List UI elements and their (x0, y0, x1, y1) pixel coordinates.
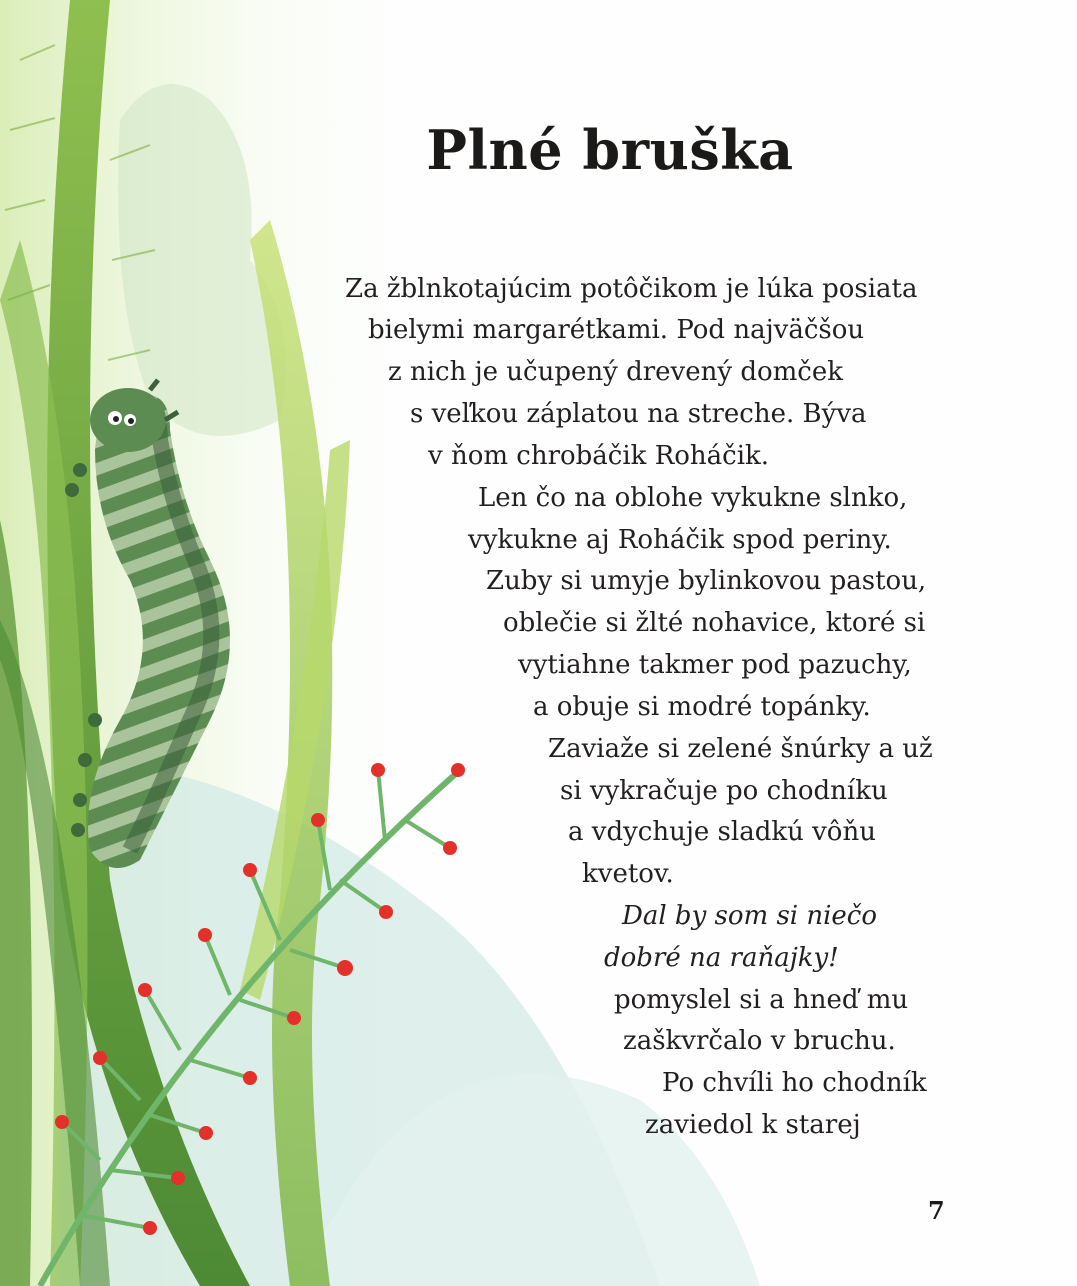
story-line: zaviedol k starej (645, 1110, 861, 1140)
story-line-thought: dobré na raňajky! (604, 943, 839, 973)
page-title: Plné bruška (426, 118, 794, 182)
story-line: zaškvrčalo v bruchu. (623, 1026, 896, 1056)
story-line: si vykračuje po chodníku (560, 776, 888, 806)
story-line: Zaviaže si zelené šnúrky a už (548, 734, 933, 764)
story-line: a obuje si modré topánky. (533, 692, 871, 722)
story-line: kvetov. (582, 859, 674, 889)
story-line: Zuby si umyje bylinkovou pastou, (486, 566, 927, 596)
story-line: vykukne aj Roháčik spod periny. (468, 525, 892, 555)
story-line: Za žblnkotajúcim potôčikom je lúka posiata (345, 274, 918, 304)
story-line-thought: Dal by som si niečo (622, 901, 878, 931)
story-line: Len čo na oblohe vykukne slnko, (478, 483, 908, 513)
page-number: 7 (928, 1196, 945, 1225)
story-line: bielymi margarétkami. Pod najväčšou (368, 315, 865, 345)
story-line: a vdychuje sladkú vôňu (568, 817, 876, 847)
story-line: v ňom chrobáčik Roháčik. (428, 441, 770, 471)
story-line: oblečie si žlté nohavice, ktoré si (503, 608, 926, 638)
story-line: z nich je učupený drevený domček (388, 357, 843, 387)
story-line: s veľkou záplatou na streche. Býva (410, 399, 867, 429)
story-line: Po chvíli ho chodník (662, 1068, 927, 1098)
story-line: vytiahne takmer pod pazuchy, (518, 650, 912, 680)
story-line: pomyslel si a hneď mu (614, 985, 909, 1015)
